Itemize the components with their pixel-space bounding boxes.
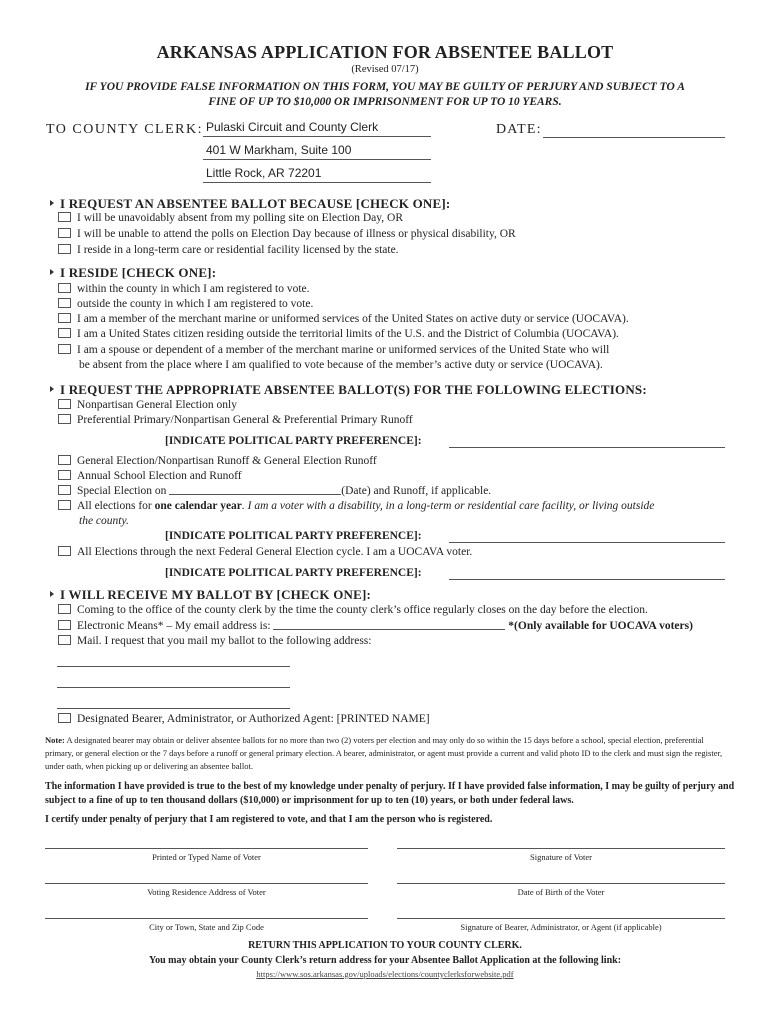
- residence-address-field[interactable]: [45, 874, 368, 884]
- registration-certification: I certify under penalty of perjury that I am registered to vote, and that I am the person who is registered.: [45, 814, 493, 825]
- party-preference-field[interactable]: [449, 568, 725, 580]
- perjury-affirmation: The information I have provided is true to the best of my knowledge under penalty of perjury. If I have provided false information, I may be guilty of perjury and subject to a fine of up to ten thousand dollars ($10,000) or imprisonment for up to ten (10) years, or both under federal laws.: [45, 781, 735, 806]
- checkbox[interactable]: [58, 485, 71, 495]
- county-clerks-link[interactable]: https://www.sos.arkansas.gov/uploads/elections/countyclerksforwebsite.pdf: [256, 969, 514, 979]
- party-preference-label: [INDICATE POLITICAL PARTY PREFERENCE]:: [165, 567, 422, 579]
- reason-option: I will be unavoidably absent from my polling site on Election Day, OR: [58, 212, 403, 224]
- election-option-uocava: All Elections through the next Federal General Election cycle. I am a UOCAVA voter.: [58, 546, 472, 558]
- checkbox[interactable]: [58, 228, 71, 238]
- reside-option: outside the county in which I am registered to vote.: [58, 298, 313, 310]
- clerk-name-field[interactable]: Pulaski Circuit and County Clerk: [203, 120, 431, 137]
- checkbox[interactable]: [58, 414, 71, 424]
- mailing-address-line[interactable]: [57, 699, 290, 709]
- bearer-signature-field[interactable]: [397, 909, 725, 919]
- checkbox[interactable]: [58, 604, 71, 614]
- date-field[interactable]: [543, 122, 725, 138]
- voter-signature-label: Signature of Voter: [529, 852, 592, 862]
- clerk-street-field[interactable]: 401 W Markham, Suite 100: [203, 143, 431, 160]
- reside-section-heading: I RESIDE [CHECK ONE]:: [50, 265, 216, 281]
- bullet-triangle-icon: [50, 386, 54, 392]
- election-option-nonpartisan: Nonpartisan General Election only: [58, 399, 237, 411]
- checkbox[interactable]: [58, 344, 71, 354]
- receive-option-email: Electronic Means* – My email address is: *(Only available for UOCAVA voters): [58, 620, 693, 632]
- election-option-preferential: Preferential Primary/Nonpartisan General & Preferential Primary Runoff: [58, 414, 413, 426]
- calendar-year-emphasis: one calendar year: [154, 500, 242, 512]
- reside-option-continued: be absent from the place where I am qualified to vote because of the member’s active duty or service (UOCAVA).: [79, 359, 603, 371]
- party-preference-field[interactable]: [449, 531, 725, 543]
- checkbox[interactable]: [58, 399, 71, 409]
- city-state-zip-label: City or Town, State and Zip Code: [149, 922, 264, 932]
- reason-option: I reside in a long-term care or residential facility licensed by the state.: [58, 244, 399, 256]
- reside-option: I am a member of the merchant marine or uniformed services of the United States on active duty or service (UOCAVA).: [58, 313, 629, 325]
- special-election-date-field[interactable]: [169, 485, 341, 495]
- receive-option-office: Coming to the office of the county clerk by the time the county clerk’s office regularly closes on the day before the election.: [58, 604, 648, 616]
- to-county-clerk-label: TO COUNTY CLERK:: [46, 122, 203, 137]
- calendar-year-continued: the county.: [79, 515, 129, 527]
- checkbox[interactable]: [58, 244, 71, 254]
- clerk-city-field[interactable]: Little Rock, AR 72201: [203, 166, 431, 183]
- checkbox[interactable]: [58, 620, 71, 630]
- date-of-birth-field[interactable]: [397, 874, 725, 884]
- return-instruction: RETURN THIS APPLICATION TO YOUR COUNTY CLERK.: [248, 940, 522, 951]
- election-option-calendar-year: All elections for one calendar year. I am a voter with a disability, in a long-term or residential care facility, or living outside: [58, 500, 654, 512]
- reason-section-heading: I REQUEST AN ABSENTEE BALLOT BECAUSE [CHECK ONE]:: [50, 196, 450, 212]
- checkbox[interactable]: [58, 546, 71, 556]
- mailing-address-line[interactable]: [57, 678, 290, 688]
- date-of-birth-label: Date of Birth of the Voter: [517, 887, 605, 897]
- revision-date: (Revised 07/17): [351, 64, 419, 75]
- checkbox[interactable]: [58, 470, 71, 480]
- bullet-triangle-icon: [50, 269, 54, 275]
- reside-option: I am a United States citizen residing outside the territorial limits of the U.S. and the District of Columbia (UOCAVA).: [58, 328, 619, 340]
- printed-name-field[interactable]: [45, 839, 368, 849]
- note-label: Note:: [45, 735, 65, 745]
- calendar-year-eligibility: . I am a voter with a disability, in a long-term or residential care facility, or living outside: [241, 500, 655, 512]
- obtain-address-instruction: You may obtain your County Clerk’s return address for your Absentee Ballot Application at the following link:: [148, 955, 622, 966]
- checkbox[interactable]: [58, 283, 71, 293]
- reside-option: within the county in which I am registered to vote.: [58, 283, 310, 295]
- uocava-only-note: *(Only available for UOCAVA voters): [508, 620, 693, 632]
- elections-section-heading: I REQUEST THE APPROPRIATE ABSENTEE BALLOT(S) FOR THE FOLLOWING ELECTIONS:: [50, 382, 647, 398]
- checkbox[interactable]: [58, 713, 71, 723]
- note-text: A designated bearer may obtain or deliver absentee ballots for no more than two (2) voters per election and may only do so within the 15 days before a school, special election, preferential primary, or general election or the 7 days before a runoff or general primary election. A bearer, administrator, or agent must provide a current and valid photo ID to the clerk and must sign the register, under oath, when picking up or delivering an absentee ballot.: [45, 735, 723, 771]
- voter-signature-field[interactable]: [397, 839, 725, 849]
- receive-section-heading: I WILL RECEIVE MY BALLOT BY [CHECK ONE]:: [50, 587, 371, 603]
- city-state-zip-field[interactable]: [45, 909, 368, 919]
- email-address-field[interactable]: [273, 620, 505, 630]
- mailing-address-line[interactable]: [57, 657, 290, 667]
- form-title: ARKANSAS APPLICATION FOR ABSENTEE BALLOT: [156, 42, 614, 62]
- bearer-note: [45, 734, 725, 773]
- reside-option: I am a spouse or dependent of a member of the merchant marine or uniformed services of the United State who will: [58, 344, 609, 356]
- bullet-triangle-icon: [50, 591, 54, 597]
- checkbox[interactable]: [58, 455, 71, 465]
- election-option-special: Special Election on (Date) and Runoff, if applicable.: [58, 485, 491, 497]
- party-preference-label: [INDICATE POLITICAL PARTY PREFERENCE]:: [165, 530, 422, 542]
- checkbox[interactable]: [58, 313, 71, 323]
- date-label: DATE:: [496, 122, 542, 137]
- checkbox[interactable]: [58, 500, 71, 510]
- election-option-annual-school: Annual School Election and Runoff: [58, 470, 242, 482]
- residence-address-label: Voting Residence Address of Voter: [147, 887, 266, 897]
- checkbox[interactable]: [58, 298, 71, 308]
- checkbox[interactable]: [58, 635, 71, 645]
- election-option-general: General Election/Nonpartisan Runoff & General Election Runoff: [58, 455, 377, 467]
- party-preference-field[interactable]: [449, 436, 725, 448]
- receive-option-mail: Mail. I request that you mail my ballot to the following address:: [58, 635, 371, 647]
- bearer-signature-label: Signature of Bearer, Administrator, or Agent (if applicable): [460, 922, 662, 932]
- party-preference-label: [INDICATE POLITICAL PARTY PREFERENCE]:: [165, 435, 422, 447]
- perjury-warning-line2: FINE OF UP TO $10,000 OR IMPRISONMENT FOR UP TO 10 YEARS.: [208, 96, 562, 108]
- perjury-warning-line1: IF YOU PROVIDE FALSE INFORMATION ON THIS FORM, YOU MAY BE GUILTY OF PERJURY AND SUBJECT TO A: [85, 81, 685, 93]
- receive-option-bearer: Designated Bearer, Administrator, or Authorized Agent: [PRINTED NAME]: [58, 713, 430, 725]
- reason-option: I will be unable to attend the polls on Election Day because of illness or physical disability, OR: [58, 228, 516, 240]
- printed-name-label: Printed or Typed Name of Voter: [152, 852, 261, 862]
- bullet-triangle-icon: [50, 200, 54, 206]
- county-clerks-link-row: [0, 969, 770, 979]
- checkbox[interactable]: [58, 212, 71, 222]
- checkbox[interactable]: [58, 328, 71, 338]
